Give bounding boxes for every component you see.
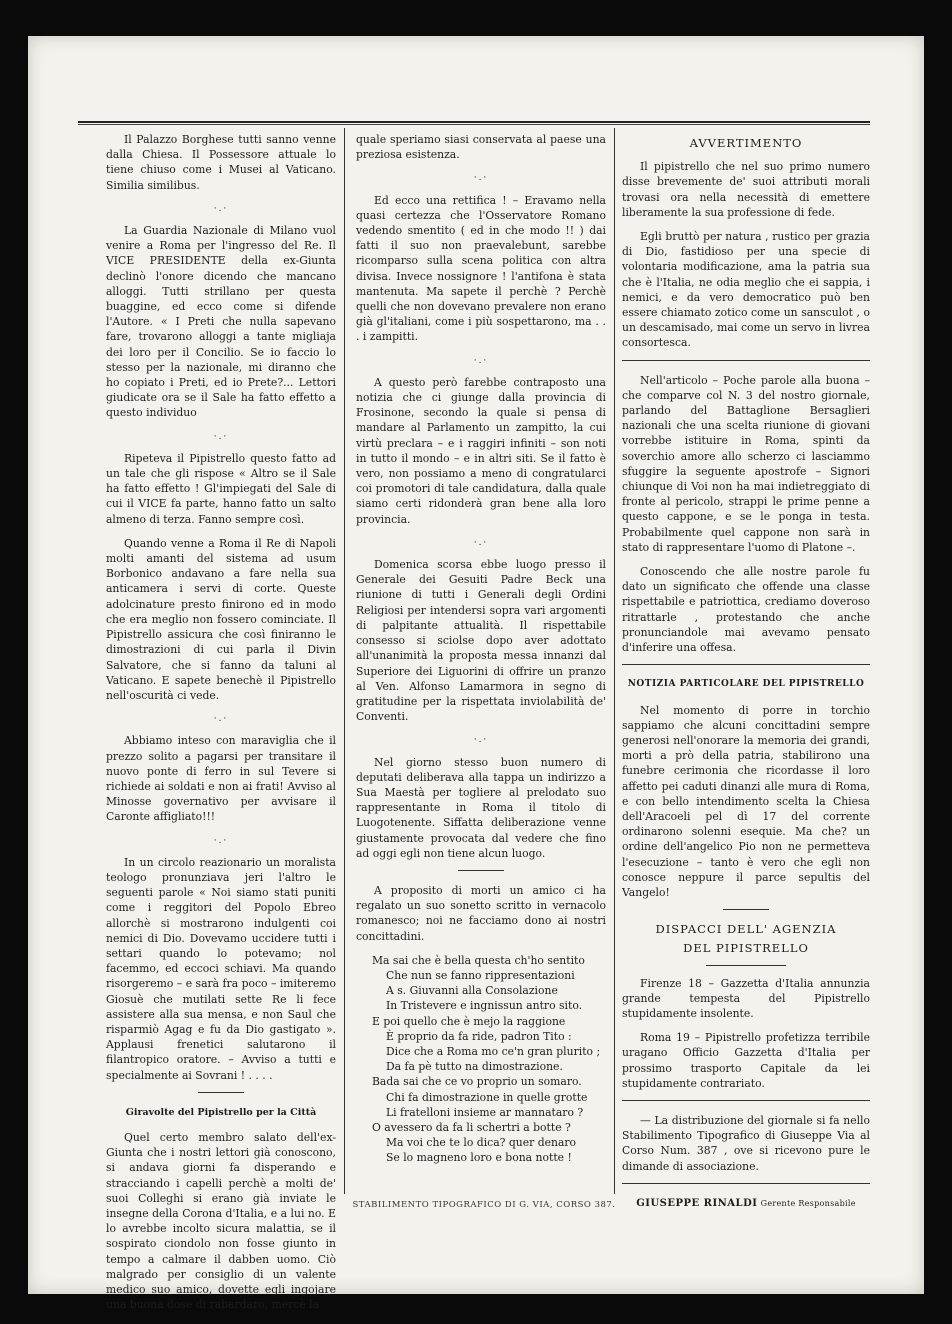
paragraph: A questo però farebbe contraposto una notizia che ci giunge dalla provincia di Frosinone, secondo la quale si pensa di mandare al Parlamento un zampitto, la cui virtù preclara – e i raggiri infiniti – son noti in tutto il mondo – e in altri siti. Se il fatto è vero, non possiamo a meno di congratularci coi promotori di tale candidatura, dalla quale siamo certi ridonderà gran bene alla loro provincia. — [356, 375, 606, 526]
top-rule — [78, 121, 870, 123]
short-rule — [198, 1092, 244, 1093]
signature-name: GIUSEPPE RINALDI — [636, 1197, 758, 1209]
poem-line: A s. Giuvanni alla Consolazione — [386, 984, 558, 998]
paragraph: quale speriamo siasi conservata al paese una preziosa esistenza. — [356, 133, 606, 162]
separator: ·.· — [473, 355, 489, 366]
poem-line: Ma sai che è bella questa ch'ho sentito — [372, 953, 585, 967]
poem-line: Che nun se fanno rippresentazioni — [386, 968, 575, 982]
section-rule — [622, 1100, 870, 1101]
poem-line: Se lo magneno loro e bona notte ! — [386, 1151, 572, 1165]
top-rule-thin — [78, 124, 870, 125]
poem-line: Dice che a Roma mo ce'n gran plurito ; — [386, 1044, 601, 1058]
signature-role: Gerente Responsabile — [760, 1198, 856, 1208]
signature — [622, 1196, 870, 1211]
column-divider-2 — [614, 128, 615, 1194]
paragraph: — La distribuzione del giornale si fa nello Stabilimento Tipografico di Giuseppe Via al Corso Num. 387 , ove si ricevono pure le dimande di associazione. — [622, 1113, 870, 1173]
section-heading: Giravolte del Pipistrello per la Città — [125, 1106, 317, 1118]
poem-line: Li fratelloni insieme ar mannataro ? — [386, 1105, 584, 1119]
short-rule — [723, 909, 769, 910]
section-rule — [622, 1183, 870, 1184]
poem-line: Bada sai che ce vo proprio un somaro. — [372, 1075, 582, 1089]
poem-line: Chi fa dimostrazione in quelle grotte — [386, 1090, 588, 1104]
paragraph: Quel certo membro salato dell'ex-Giunta che i nostri lettori già conoscono, si andava giorni fa disperando e stracciando i capelli perchè a molti de' suoi Colleghi si erano già inviate le insegne della Corona d'Italia, e a lui no. E lo avrebbe incolto sicura malattia, se il sospirato ciondolo non fosse giunto in tempo a calmare il dabben uomo. Ciò malgrado per consiglio di un valente medico suo amico, dovette egli ingojare una buona dose di rabardaro, mercè la — [106, 1130, 336, 1312]
column-1 — [106, 132, 336, 1321]
poem-line: È proprio da fa ride, padron Tito : — [386, 1029, 572, 1043]
section-heading: DISPACCI DELL' AGENZIA — [655, 922, 837, 937]
poem-line: Da fa pè tutto na dimostrazione. — [386, 1060, 563, 1074]
section-rule — [622, 360, 870, 361]
paragraph: Firenze 18 – Gazzetta d'Italia annunzia grande tempesta del Pipistrello stupidamente insolente. — [622, 976, 870, 1020]
column-3 — [622, 132, 870, 1211]
paragraph: Nel momento di porre in torchio sappiamo che alcuni concittadini sempre generosi nell'onorare la memoria dei grandi, morti a prò della patria, stabilirono una funebre cerimonia che ricordasse il loro affetto pei caduti dinanzi alle mura di Roma, e con bello intendimento scelta la Chiesa dell'Aracoeli pel dì 17 del corrente ordinarono solenni esequie. Ma che? un ordine dell'angelico Pio non ne permetteva l'esecuzione – tanto è vero che egli non conosce neppure il parce sepultis del Vangelo! — [622, 703, 870, 899]
paragraph: Nell'articolo – Poche parole alla buona – che comparve col N. 3 del nostro giornale, parlando del Battaglione Bersaglieri nazionali che una scelta riunione di giovani vorrebbe istituire in Roma, spinti da soverchio amore allo scherzo ci lasciammo sfuggire la seguente apostrofe – Signori chiunque di Voi non ha mai indietreggiato di fronte al pericolo, strappi le prime penne a questo cappone, e se le ponga in testa. Probabilmente quel cappone non sarà in stato di rappresentare l'uomo di Platone –. — [622, 373, 870, 554]
separator: ·.· — [213, 431, 229, 442]
poem-line: Ma voi che te lo dica? quer denaro — [386, 1136, 577, 1150]
short-rule — [706, 965, 786, 966]
paragraph: Ed ecco una rettifica ! – Eravamo nella quasi certezza che l'Osservatore Romano vedendo smentito ( ed in che modo !! ) dai fatti il suo non praevalebunt, sarebbe ricomparso sulla scena politica con altra divisa. Invece nossignore ! l'antifona è stata mantenuta. Ma sapete il perchè ? Perchè quelli che non dovevano prevalere non erano già gl'italiani, come i più sospettarono, ma . . . i zampitti. — [356, 193, 606, 344]
column-divider-1 — [344, 128, 345, 1194]
short-rule — [458, 870, 504, 871]
separator: ·.· — [213, 203, 229, 214]
poem-line: In Tristevere e ingnissun antro sito. — [386, 999, 583, 1013]
poem-line: E poi quello che è mejo la raggione — [372, 1014, 566, 1028]
paragraph: Conoscendo che alle nostre parole fu dato un significato che offende una classe rispettabile e patriottica, crediamo doveroso ritrattarle , protestando che anche pronunciandole mai avevamo pensato d'inferire una offesa. — [622, 565, 870, 655]
poem-line: O avessero da fa li schertri a botte ? — [372, 1120, 571, 1134]
paragraph: Il pipistrello che nel suo primo numero disse brevemente de' suoi attributi morali trovasi ora nella necessità di emettere liberamente la sua professione di fede. — [622, 160, 870, 219]
section-heading: AVVERTIMENTO — [689, 136, 803, 150]
separator: ·.· — [213, 835, 229, 846]
paragraph: Abbiamo inteso con maraviglia che il prezzo solito a pagarsi per transitare il nuovo ponte di ferro in sul Tevere si richiede ai soldati e non ai frati! Avviso al Minosse governativo per avvisare il Caronte affigliato!!! — [106, 734, 336, 824]
separator: ·.· — [213, 714, 229, 725]
paragraph: A proposito di morti un amico ci ha regalato un suo sonetto scritto in vernacolo romanesco; noi ne facciamo dono ai nostri concittadini. — [356, 883, 606, 943]
separator: ·.· — [473, 735, 489, 746]
paragraph: In un circolo reazionario un moralista teologo pronunziava jeri l'altro le seguenti parole « Noi siamo stati puniti come i reggitori del Popolo Ebreo allorchè si mostrarono indulgenti coi nemici di Dio. Dovevamo uccidere tutti i settari quando lo potevamo; nol facemmo, ed eccoci schiavi. Ma quando risorgeremo – e sarà fra poco – imiteremo Giosuè che mutilati sette Re li fece assistere alla sua mensa, e non Saul che risparmiò Agag e fu da Dio gastigato ». Applausi frenetici salutarono il filantropico oratore. – Avviso a tutti e specialmente ai Sovrani ! . . . . — [106, 855, 336, 1082]
paragraph: Quando venne a Roma il Re di Napoli molti amanti del sistema ad usum Borbonico andavano a fare nella sua anticamera i servi di corte. Queste adolcinature presto finirono ed in modo che era meglio non fossero cominciate. Il Pipistrello assicura che così finiranno le dimostrazioni di cui parla il Divin Salvatore, che si fanno da taluni al Vaticano. E sapete benechè il Pipistrello nell'oscurità ci vede. — [106, 536, 336, 702]
section-heading: NOTIZIA PARTICOLARE DEL PIPISTRELLO — [627, 679, 865, 690]
separator: ·.· — [473, 537, 489, 548]
paragraph: Egli bruttò per natura , rustico per grazia di Dio, fastidioso per una specie di volontaria modificazione, ama la patria sua che è l'Italia, ne odia meglio che ei sappia, i nemici, e da vero democratico può ben essere chiamato zotico come un sansculot , o un descamisado, mai come un servo in livrea consortesca. — [622, 230, 870, 350]
paragraph: Roma 19 – Pipistrello profetizza terribile uragano Officio Gazzetta d'Italia per prossimo trasporto Capitale da lei stupidamente contrariato. — [622, 1031, 870, 1090]
section-rule — [622, 664, 870, 665]
printer-footer: STABILIMENTO TIPOGRAFICO DI G. VIA, CORSO 387. — [352, 1200, 616, 1210]
paragraph: Domenica scorsa ebbe luogo presso il Generale dei Gesuiti Padre Beck una riunione di tutti i Generali degli Ordini Religiosi per intendersi sopra vari argomenti di palpitante attualità. Il rispettabile consesso si sciolse dopo aver adottato all'unanimità la proposta messa innanzi dal Superiore dei Liguorini di offrire un pranzo al Ven. Alfonso Lamarmora in segno di gratitudine per la rispettata inviolabilità de' Conventi. — [356, 558, 606, 724]
paragraph: Nel giorno stesso buon numero di deputati deliberava alla tappa un indirizzo a Sua Maestà per togliere al prelodato suo rappresentante in Roma il titolo di Luogotenente. Siffatta deliberazione venne giustamente provocata dal vedere che fino ad oggi egli non tiene alcun luogo. — [356, 755, 606, 860]
paragraph: Il Palazzo Borghese tutti sanno venne dalla Chiesa. Il Possessore attuale lo tiene chiuso come i Musei al Vaticano. Similia similibus. — [106, 133, 336, 192]
paragraph: Ripeteva il Pipistrello questo fatto ad un tale che gli rispose « Altro se il Sale ha fatto effetto ! Gl'impiegati del Sale di cui il VICE fa parte, hanno fatto un salto almeno di terza. Fanno sempre così. — [106, 451, 336, 526]
sonnet — [372, 953, 606, 1166]
separator: ·.· — [473, 173, 489, 184]
paragraph: La Guardia Nazionale di Milano vuol venire a Roma per l'ingresso del Re. Il VICE PRESIDENTE della ex-Giunta declinò l'onore dicendo che mancano alloggi. Tutti strillano per questa buaggine, ed ecco come si difende l'Autore. « I Preti che nulla sapevano fare, trovarono alloggi a tante migliaja dei loro per il Concilio. Se io faccio lo stesso per la nazionale, mi diranno che ho copiato i Preti, ed io Prete?... Lettori giudicate ora se il Sale ha fatto effetto a questo individuo — [106, 224, 336, 420]
section-heading: DEL PIPISTRELLO — [683, 941, 809, 956]
column-2 — [356, 132, 606, 1166]
